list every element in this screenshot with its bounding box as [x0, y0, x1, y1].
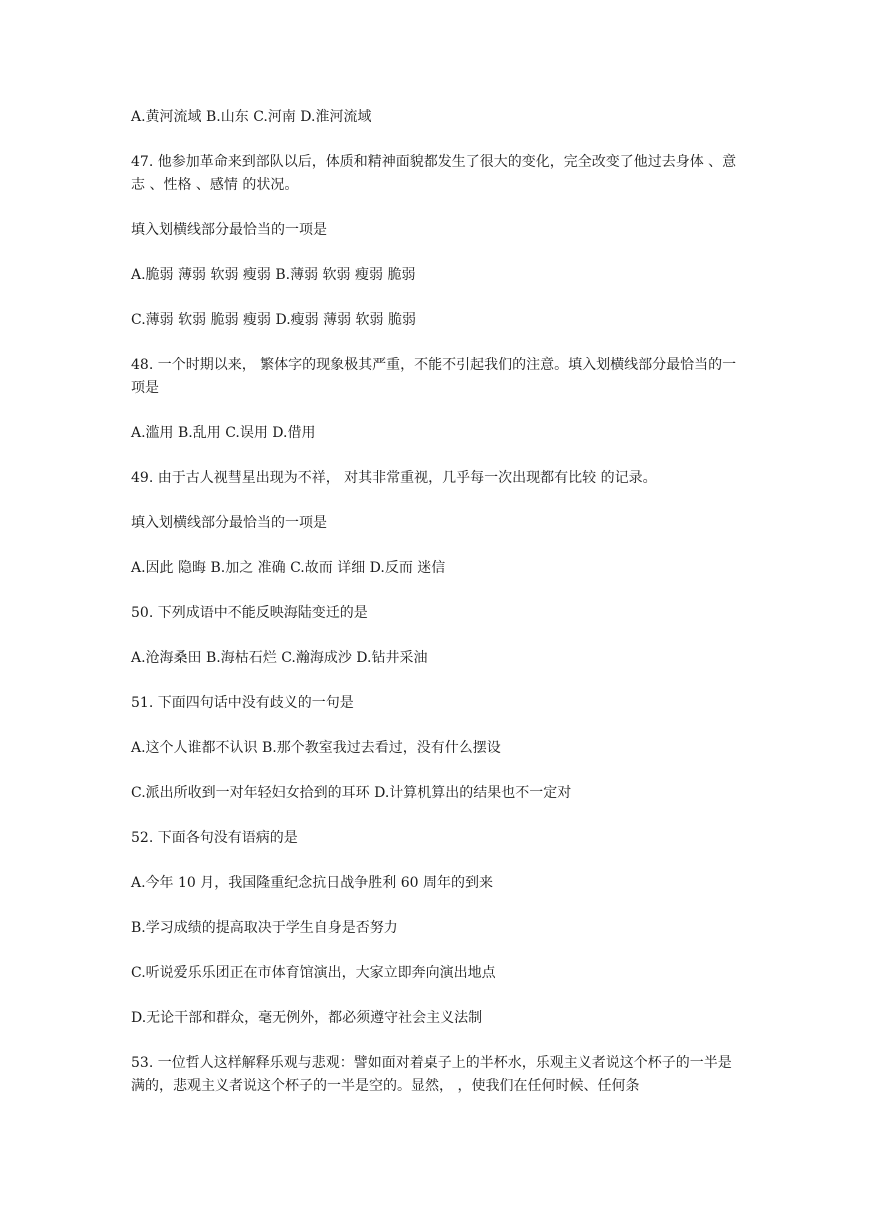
q51-options-cd: C.派出所收到一对年轻妇女拾到的耳环 D.计算机算出的结果也不一定对	[131, 785, 572, 801]
q48-options: A.滥用 B.乱用 C.误用 D.借用	[131, 425, 316, 441]
q51-options-ab: A.这个人谁都不认识 B.那个教室我过去看过，没有什么摆设	[131, 740, 501, 756]
q46-options: A.黄河流域 B.山东 C.河南 D.淮河流域	[131, 109, 372, 125]
q52-option-c: C.听说爱乐乐团正在市体育馆演出，大家立即奔向演出地点	[131, 965, 496, 981]
q47-options-cd: C.薄弱 软弱 脆弱 瘦弱 D.瘦弱 薄弱 软弱 脆弱	[131, 312, 416, 328]
q52-option-d: D.无论干部和群众，毫无例外，都必须遵守社会主义法制	[131, 1010, 483, 1026]
q47-stem: 47. 他参加革命来到部队以后，体质和精神面貌都发生了很大的变化，完全改变了他过去身体 、意志 、性格 、感情 的状况。	[131, 154, 737, 193]
document-page	[131, 100, 741, 1098]
q52-stem: 52. 下面各句没有语病的是	[131, 830, 298, 846]
q49-instruction: 填入划横线部分最恰当的一项是	[131, 515, 327, 531]
q51-stem: 51. 下面四句话中没有歧义的一句是	[131, 695, 354, 711]
q49-options: A.因此 隐晦 B.加之 准确 C.故而 详细 D.反而 迷信	[131, 560, 446, 576]
q52-option-a: A.今年 10 月，我国隆重纪念抗日战争胜利 60 周年的到来	[131, 875, 493, 891]
q50-stem: 50. 下列成语中不能反映海陆变迁的是	[131, 605, 368, 621]
q47-options-ab: A.脆弱 薄弱 软弱 瘦弱 B.薄弱 软弱 瘦弱 脆弱	[131, 267, 416, 283]
q50-options: A.沧海桑田 B.海枯石烂 C.瀚海成沙 D.钻井采油	[131, 650, 428, 666]
q53-stem: 53. 一位哲人这样解释乐观与悲观：譬如面对着桌子上的半杯水，乐观主义者说这个杯子的一半是满的，悲观主义者说这个杯子的一半是空的。显然， ，使我们在任何时候、任何条	[131, 1055, 732, 1094]
q52-option-b: B.学习成绩的提高取决于学生自身是否努力	[131, 920, 398, 936]
q49-stem: 49. 由于古人视彗星出现为不祥， 对其非常重视，几乎每一次出现都有比较 的记录。	[131, 470, 657, 486]
q48-stem: 48. 一个时期以来， 繁体字的现象极其严重，不能不引起我们的注意。填入划横线部分最恰当的一项是	[131, 357, 737, 396]
q47-instruction: 填入划横线部分最恰当的一项是	[131, 222, 327, 238]
